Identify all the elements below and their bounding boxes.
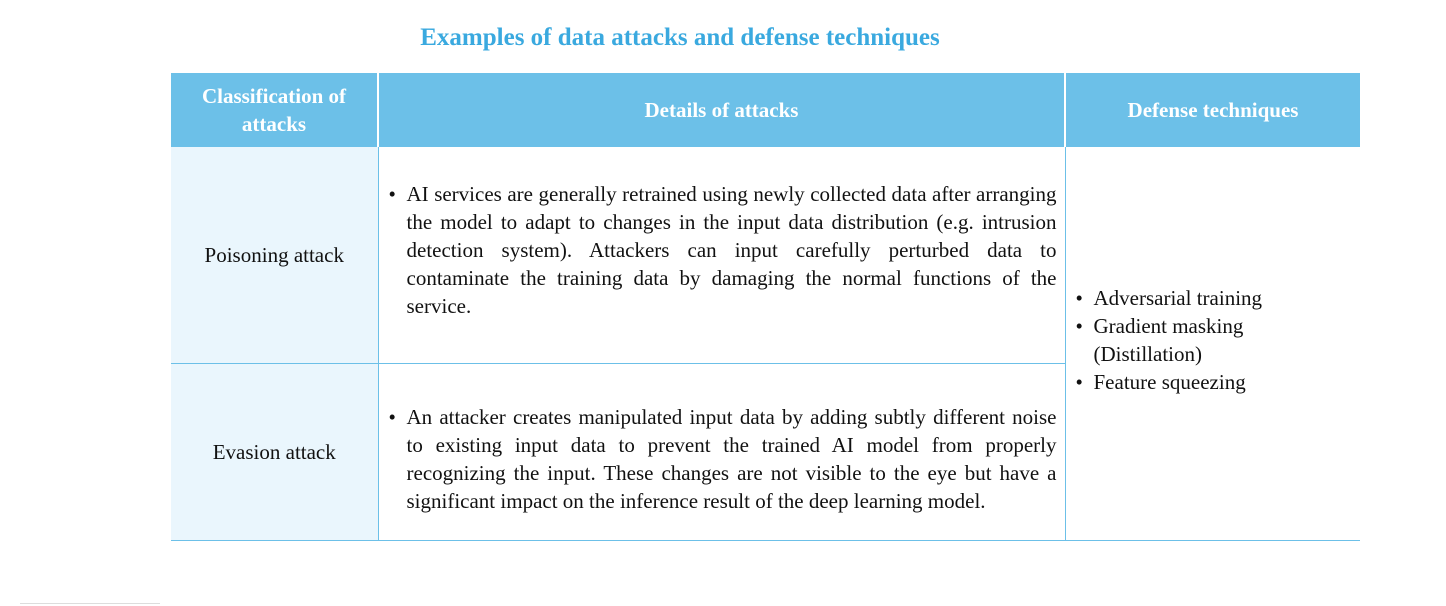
header-defense: Defense techniques (1065, 73, 1360, 147)
classification-poisoning: Poisoning attack (171, 147, 378, 364)
defense-list (1072, 284, 1353, 396)
details-poisoning-list (387, 180, 1057, 320)
defense-item-gradient-masking: • Gradient masking (Distillation) (1072, 312, 1353, 368)
defense-techniques-cell (1065, 147, 1360, 541)
table-title-text: Examples of data attacks and defense techniques (420, 24, 940, 51)
table-title (0, 24, 1360, 52)
defense-item-adversarial-training: • Adversarial training (1072, 284, 1353, 312)
table-row (171, 147, 1360, 364)
header-details: Details of attacks (378, 73, 1065, 147)
attacks-table (171, 73, 1360, 541)
details-evasion-item: • An attacker creates manipulated input data by adding subtly different noise to existing input data to prevent the trained AI model from properly recognizing the input. These changes are not visible to the eye but have a significant impact on the inference result of the deep learning model. (387, 403, 1057, 515)
details-evasion-list (387, 403, 1057, 515)
defense-item-feature-squeezing: • Feature squeezing (1072, 368, 1353, 396)
details-poisoning (378, 147, 1065, 364)
details-evasion (378, 364, 1065, 541)
header-row (171, 73, 1360, 147)
classification-evasion: Evasion attack (171, 364, 378, 541)
details-poisoning-item: • AI services are generally retrained using newly collected data after arranging the model to adapt to changes in the input data distribution (e.g. intrusion detection system). Attackers can input carefully perturbed data to contaminate the training data by damaging the normal functions of the service. (387, 180, 1057, 320)
header-classification: Classification of attacks (171, 73, 378, 147)
footer-divider (20, 603, 160, 604)
